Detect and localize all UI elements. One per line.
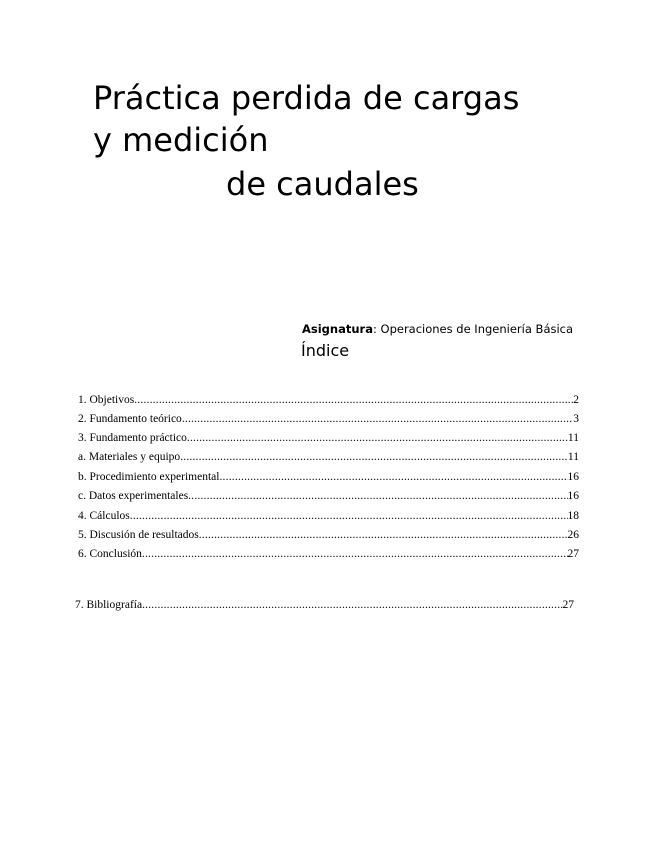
subject-line (302, 322, 573, 336)
toc-entry-label: 5. Discusión de resultados (78, 529, 199, 541)
subject-label: Asignatura (302, 322, 373, 336)
toc-leader-dots (180, 449, 568, 465)
toc-entry-bibliografia[interactable] (75, 597, 574, 613)
toc-entry-label: 3. Fundamento práctico (78, 432, 187, 444)
toc-entry-label: c. Datos experimentales (78, 490, 189, 502)
toc-entry-label: 1. Objetivos (78, 394, 135, 406)
toc-page-number: 2 (573, 394, 579, 406)
toc-leader-dots (188, 488, 567, 504)
toc-entry-procedimiento-experimental[interactable] (78, 469, 579, 485)
subject-value: : Operaciones de Ingeniería Básica (372, 322, 574, 336)
toc-entry-label: 4. Cálculos (78, 510, 130, 522)
toc-entry-fundamento-practico[interactable] (78, 430, 579, 446)
toc-entry-label: a. Materiales y equipo (78, 451, 181, 463)
toc-leader-dots (130, 508, 568, 524)
toc-entry-materiales-equipo[interactable] (78, 449, 579, 465)
toc-leader-dots (134, 392, 573, 408)
toc-page-number: 27 (562, 599, 574, 611)
toc-entry-fundamento-teorico[interactable] (78, 411, 579, 427)
document-title-line-1: Práctica perdida de cargas (93, 79, 520, 117)
toc-leader-dots (142, 597, 562, 613)
toc-leader-dots (219, 469, 567, 485)
toc-entry-datos-experimentales[interactable] (78, 488, 579, 504)
toc-leader-dots (182, 411, 573, 427)
toc-leader-dots (142, 546, 568, 562)
document-title-line-2: y medición (93, 121, 269, 159)
toc-page-number: 18 (567, 510, 579, 522)
toc-page-number: 27 (567, 548, 579, 560)
toc-leader-dots (187, 430, 568, 446)
toc-page-number: 16 (567, 490, 579, 502)
toc-entry-calculos[interactable] (78, 508, 579, 524)
toc-entry-discusion-resultados[interactable] (78, 527, 579, 543)
toc-entry-label: 2. Fundamento teórico (78, 413, 182, 425)
index-heading: Índice (301, 341, 350, 360)
document-title-line-3: de caudales (226, 165, 419, 203)
toc-entry-objetivos[interactable] (78, 392, 579, 408)
toc-page-number: 11 (567, 451, 579, 463)
toc-page-number: 26 (567, 529, 579, 541)
toc-entry-conclusion[interactable] (78, 546, 579, 562)
toc-page-number: 16 (567, 471, 579, 483)
toc-page-number: 3 (573, 413, 579, 425)
toc-entry-label: b. Procedimiento experimental (78, 471, 220, 483)
toc-leader-dots (199, 527, 568, 543)
toc-entry-label: 6. Conclusión (78, 548, 142, 560)
toc-page-number: 11 (567, 432, 579, 444)
toc-entry-label: 7. Bibliografía (75, 599, 143, 611)
